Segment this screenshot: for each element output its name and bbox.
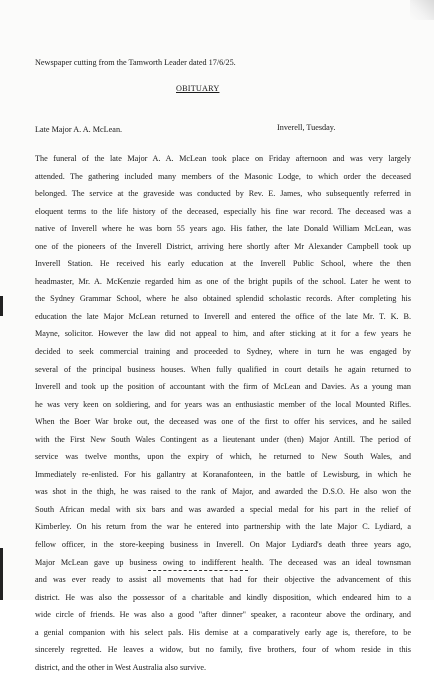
cutting-source-line: Newspaper cutting from the Tamworth Leader dated 17/6/25. [35,58,236,67]
deceased-name: Late Major A. A. McLean. [35,125,123,134]
body-line: Major McLean gave up business owing to indifferent health. The deceased was an ideal townsman [35,557,411,567]
body-line: headmaster, Mr. A. McKenzie regarded him as one of the bright pupils of the school. Later he went to [35,276,411,286]
page-corner-shadow [410,0,434,20]
body-line: South African medal with six bars and was awarded a special medal for his part in the relief of [35,504,411,514]
obituary-title: OBITUARY [176,84,220,93]
end-rule [148,570,248,571]
body-line: service was twelve months, upon the expiry of which, he returned to New South Wales, and [35,452,411,462]
body-line: district, and the other in West Australia also survive. [35,662,207,672]
body-line: education the late Major McLean returned to Inverell and entered the office of the late Mr. T. K. B. [35,311,411,321]
place-date: Inverell, Tuesday. [277,123,336,132]
body-line: Kimberley. On his return from the war he entered into partnership with the late Major C. Lydiard, a [35,522,411,532]
body-line: sincerely regretted. He leaves a widow, but no family, five brothers, four of whom reside in this [35,645,411,655]
body-line: belonged. The service at the graveside was conducted by Rev. E. James, who subsequently referred in [35,189,411,199]
scan-edge-mark [0,296,3,316]
scan-edge-mark [0,548,3,600]
body-line: with the First New South Wales Contingent as a lieutenant under (then) Major Antill. The period of [35,434,411,444]
body-line: When the Boer War broke out, the deceased was one of the first to offer his services, and he sailed [35,417,411,427]
body-line: district. He was also the possessor of a charitable and kindly disposition, which endeared him to a [35,592,411,602]
body-line: and was ever ready to assist all movements that had for their objective the advancement of this [35,575,411,585]
body-line: Immediately re-enlisted. For his gallantry at Koranafonteen, in the battle of Lewisburg, in which he [35,469,411,479]
body-line: one of the pioneers of the Inverell District, arriving here shortly after Mr Alexander Campbell took up [35,241,411,251]
body-line: a genial companion with his select pals. His demise at a comparatively early age is, therefore, to be [35,627,411,637]
body-line: fellow officer, in the store-keeping business in Inverell. On Major Lydiard's death three years ago, [35,540,411,550]
body-line: was shot in the thigh, he was raised to the rank of Major, and awarded the D.S.O. He also won the [35,487,411,497]
body-line: several of the principal business houses. When fully qualified in court details he again returned to [35,364,411,374]
body-line: The funeral of the late Major A. A. McLean took place on Friday afternoon and was very largely [35,154,411,163]
body-line: Inverell Station. He received his early education at the Inverell Public School, where the then [35,259,411,269]
body-line: Mayne, solicitor. However the law did not appeal to him, and after sticking at it for a few years he [35,329,411,339]
body-line: decided to seek commercial training and proceeded to Sydney, where in turn he was engaged by [35,347,411,357]
body-line: attended. The gathering included many members of the Masonic Lodge, to which order the deceased [35,171,411,181]
obituary-body [35,154,411,680]
body-line: wide circle of friends. He was also a good "after dinner" speaker, a raconteur above the ordinary, and [35,610,411,620]
body-line: the Sydney Grammar School, where he also obtained splendid scholastic records. After completing his [35,294,411,304]
body-line: Inverell and took up the position of accountant with the firm of McLean and Davies. As a young man [35,382,411,392]
body-line: eloquent terms to the life history of the deceased, especially his fine war record. The deceased was a [35,206,411,216]
body-line: he was very keen on soldiering, and for years was an enthusiastic member of the local Mounted Rifles. [35,399,411,409]
body-line: native of Inverell where he was born 55 years ago. His father, the late Donald William McLean, was [35,224,411,234]
